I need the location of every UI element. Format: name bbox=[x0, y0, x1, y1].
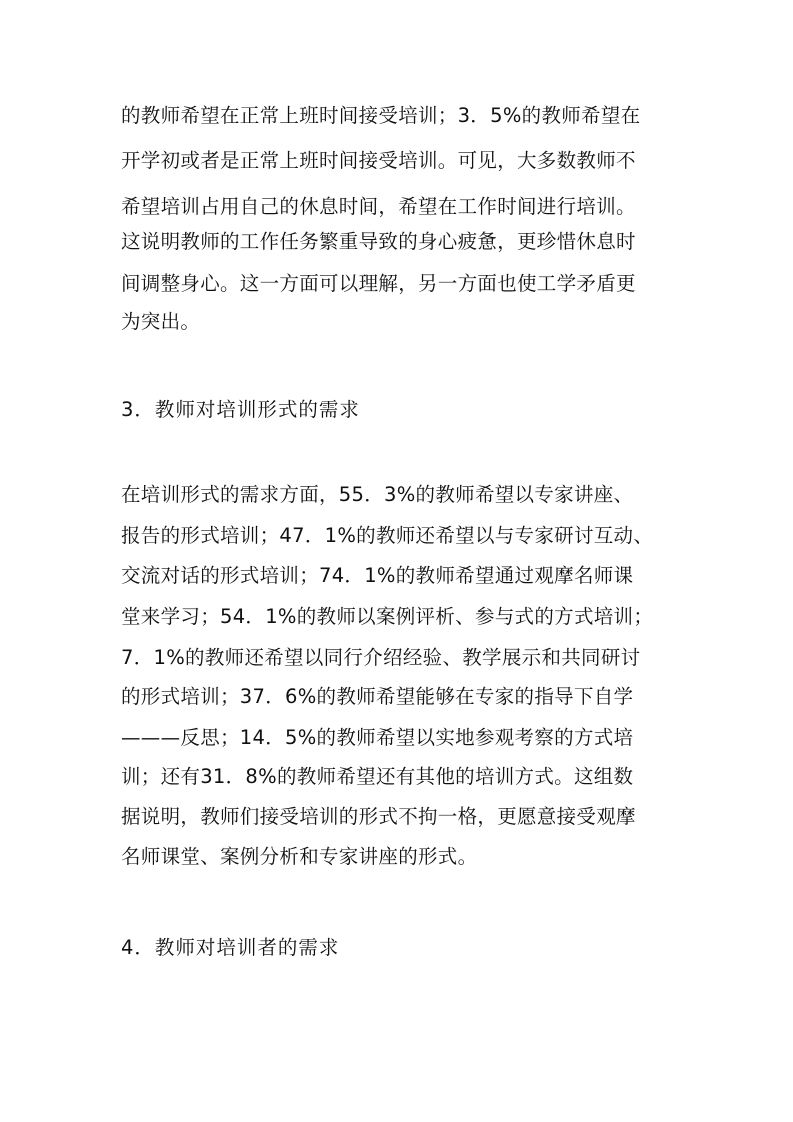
paragraph-1-line-3: 希望培训占用自己的休息时间，希望在工作时间进行培训。 bbox=[121, 195, 636, 218]
paragraph-1-line-6: 为突出。 bbox=[121, 310, 201, 333]
paragraph-2-line-8: 训；还有31．8%的教师希望还有其他的培训方式。这组数 bbox=[121, 765, 634, 788]
paragraph-2-line-2: 报告的形式培训；47．1%的教师还希望以与专家研讨互动、 bbox=[121, 524, 654, 547]
paragraph-2-line-10: 名师课堂、案例分析和专家讲座的形式。 bbox=[121, 845, 478, 868]
section-4-heading: 4．教师对培训者的需求 bbox=[121, 936, 340, 959]
section-3-heading: 3．教师对培训形式的需求 bbox=[121, 398, 360, 421]
paragraph-2-line-3: 交流对话的形式培训；74．1%的教师希望通过观摩名师课 bbox=[121, 564, 634, 587]
paragraph-1-line-1: 的教师希望在正常上班时间接受培训；3．5%的教师希望在 bbox=[121, 104, 641, 127]
paragraph-2-line-9: 据说明，教师们接受培训的形式不拘一格，更愿意接受观摩 bbox=[121, 805, 636, 828]
paragraph-2-line-6: 的形式培训；37．6%的教师希望能够在专家的指导下自学 bbox=[121, 685, 634, 708]
paragraph-1-line-2: 开学初或者是正常上班时间接受培训。可见，大多数教师不 bbox=[121, 149, 636, 172]
paragraph-2-line-5: 7．1%的教师还希望以同行介绍经验、教学展示和共同研讨 bbox=[121, 646, 641, 669]
paragraph-2-line-1: 在培训形式的需求方面，55．3%的教师希望以专家讲座、 bbox=[121, 483, 634, 506]
paragraph-1-line-5: 间调整身心。这一方面可以理解，另一方面也使工学矛盾更 bbox=[121, 272, 636, 295]
paragraph-2-line-7: ———反思；14．5%的教师希望以实地参观考察的方式培 bbox=[121, 726, 634, 749]
paragraph-2-line-4: 堂来学习；54．1%的教师以案例评析、参与式的方式培训； bbox=[121, 605, 654, 628]
paragraph-1-line-4: 这说明教师的工作任务繁重导致的身心疲惫，更珍惜休息时 bbox=[121, 230, 636, 253]
